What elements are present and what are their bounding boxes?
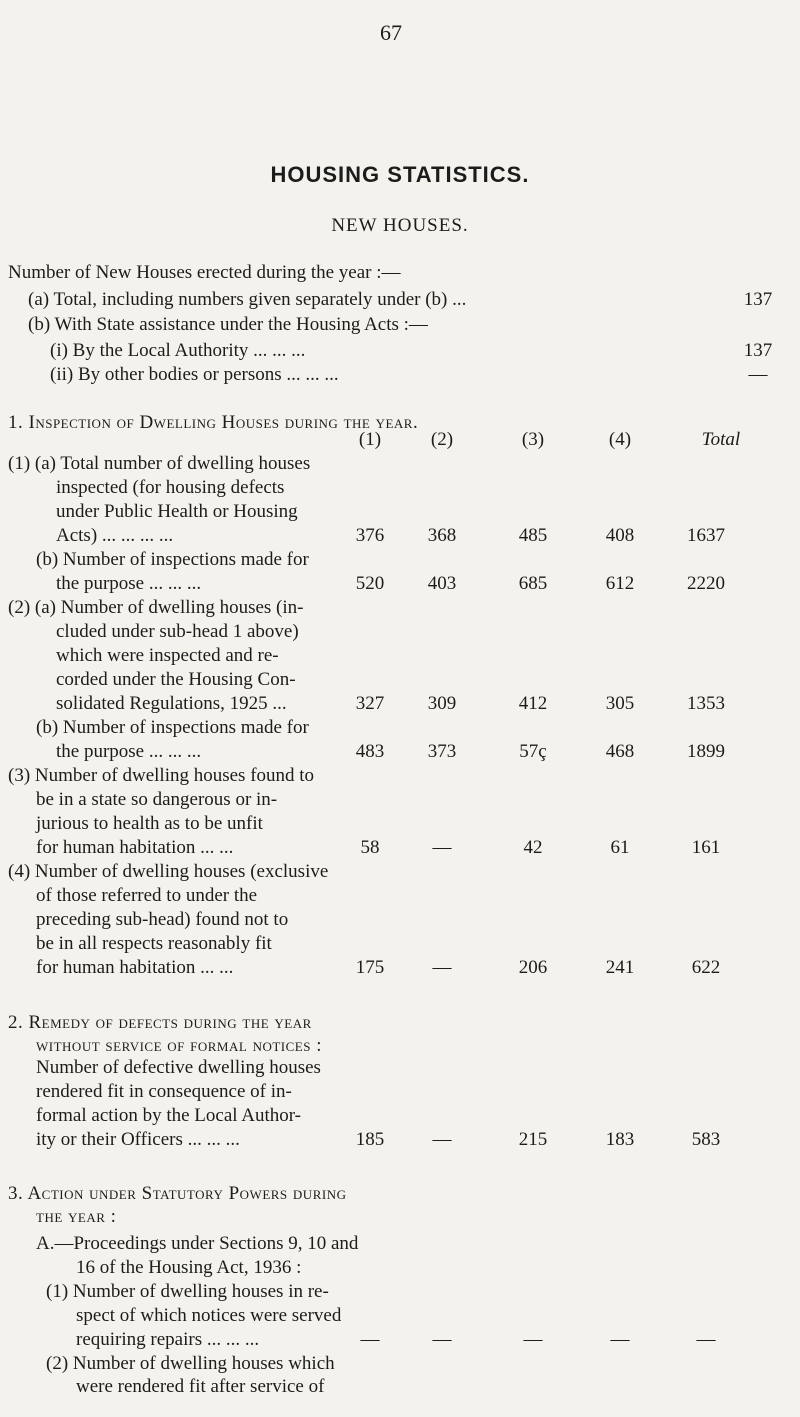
col-header-3: (3)	[521, 429, 545, 450]
section2-value: 215	[518, 1129, 548, 1150]
row3-line: for human habitation ... ...	[36, 837, 234, 858]
row2a-line: (2) (a) Number of dwelling houses (in-	[8, 597, 304, 618]
row1a-line: under Public Health or Housing	[56, 501, 298, 522]
row2a-line: cluded under sub-head 1 above)	[56, 621, 299, 642]
new-houses-value-a: 137	[743, 289, 773, 310]
row1a-line: (1) (a) Total number of dwelling houses	[8, 453, 311, 474]
row1b-total: 2220	[687, 573, 725, 594]
row2b-line: (b) Number of inspections made for	[36, 717, 309, 738]
s3-row1-total: —	[696, 1329, 716, 1350]
section2-line: rendered fit in consequence of in-	[36, 1081, 292, 1102]
section2-line: Number of defective dwelling houses	[36, 1057, 321, 1078]
row1a-value: 376	[355, 525, 385, 546]
row2a-value: 305	[605, 693, 635, 714]
row2b-value: 57ç	[519, 741, 547, 762]
row2a-value: 412	[518, 693, 548, 714]
new-houses-intro: Number of New Houses erected during the year :—	[8, 262, 401, 283]
row3-value: 42	[523, 837, 543, 858]
row2a-value: 327	[355, 693, 385, 714]
row3-line: be in a state so dangerous or in-	[36, 789, 278, 810]
row2b-total: 1899	[687, 741, 725, 762]
s3-row1-value: —	[610, 1329, 630, 1350]
section-subtitle: NEW HOUSES.	[331, 215, 469, 236]
section2-total: 583	[691, 1129, 721, 1150]
section3-heading: the year :	[36, 1206, 117, 1227]
s3-row2-line: were rendered fit after service of	[76, 1376, 325, 1397]
row1b-value: 685	[518, 573, 548, 594]
row4-line: for human habitation ... ...	[36, 957, 234, 978]
row4-line: of those referred to under the	[36, 885, 258, 906]
new-houses-item-b: (b) With State assistance under the Housing Acts :—	[28, 314, 428, 335]
s3-row1-value: —	[432, 1329, 452, 1350]
s3-row1-line: spect of which notices were served	[76, 1305, 342, 1326]
row4-line: be in all respects reasonably fit	[36, 933, 272, 954]
row1b-value: 520	[355, 573, 385, 594]
row3-value: —	[432, 837, 452, 858]
row3-total: 161	[691, 837, 721, 858]
col-header-total: Total	[701, 429, 741, 450]
row1a-line: Acts) ... ... ... ...	[56, 525, 174, 546]
col-header-2: (2)	[430, 429, 454, 450]
section2-heading: 2. Remedy of defects during the year	[8, 1012, 312, 1033]
s3-row1-value: —	[360, 1329, 380, 1350]
new-houses-item-a: (a) Total, including numbers given separately under (b) ...	[28, 289, 467, 310]
section3-heading: 3. Action under Statutory Powers during	[8, 1183, 347, 1204]
row2a-line: solidated Regulations, 1925 ...	[56, 693, 287, 714]
row4-line: preceding sub-head) found not to	[36, 909, 289, 930]
row1b-line: the purpose ... ... ...	[56, 573, 202, 594]
s3-row1-value: —	[523, 1329, 543, 1350]
section2-heading: without service of formal notices :	[36, 1035, 322, 1056]
row4-value: —	[432, 957, 452, 978]
new-houses-value-b-i: 137	[743, 340, 773, 361]
row1b-value: 403	[427, 573, 457, 594]
row2a-value: 309	[427, 693, 457, 714]
row2b-value: 483	[355, 741, 385, 762]
row2a-line: corded under the Housing Con-	[56, 669, 296, 690]
row2b-value: 373	[427, 741, 457, 762]
section3-subhead: 16 of the Housing Act, 1936 :	[76, 1257, 302, 1278]
new-houses-value-b-ii: —	[748, 364, 768, 385]
row4-value: 206	[518, 957, 548, 978]
row3-line: (3) Number of dwelling houses found to	[8, 765, 315, 786]
section2-line: formal action by the Local Author-	[36, 1105, 302, 1126]
section3-subhead: A.—Proceedings under Sections 9, 10 and	[36, 1233, 359, 1254]
section2-line: ity or their Officers ... ... ...	[36, 1129, 240, 1150]
row2a-total: 1353	[687, 693, 725, 714]
row4-total: 622	[691, 957, 721, 978]
row1b-line: (b) Number of inspections made for	[36, 549, 309, 570]
section2-value: 183	[605, 1129, 635, 1150]
page-title: HOUSING STATISTICS.	[270, 162, 530, 187]
section2-value: —	[432, 1129, 452, 1150]
section1-heading: 1. Inspection of Dwelling Houses during the year.	[8, 412, 419, 433]
row4-value: 241	[605, 957, 635, 978]
row4-value: 175	[355, 957, 385, 978]
section2-value: 185	[355, 1129, 385, 1150]
row1a-value: 485	[518, 525, 548, 546]
s3-row1-line: requiring repairs ... ... ...	[76, 1329, 260, 1350]
row2b-value: 468	[605, 741, 635, 762]
row1a-total: 1637	[687, 525, 725, 546]
row3-value: 61	[610, 837, 630, 858]
new-houses-item-b-i: (i) By the Local Authority ... ... ...	[50, 340, 306, 361]
row1a-value: 408	[605, 525, 635, 546]
col-header-1: (1)	[358, 429, 382, 450]
row1a-line: inspected (for housing defects	[56, 477, 285, 498]
row4-line: (4) Number of dwelling houses (exclusive	[8, 861, 329, 882]
row3-line: jurious to health as to be unfit	[36, 813, 263, 834]
row1b-value: 612	[605, 573, 635, 594]
s3-row2-line: (2) Number of dwelling houses which	[46, 1353, 335, 1374]
row1a-value: 368	[427, 525, 457, 546]
s3-row1-line: (1) Number of dwelling houses in re-	[46, 1281, 329, 1302]
row2a-line: which were inspected and re-	[56, 645, 279, 666]
col-header-4: (4)	[608, 429, 632, 450]
new-houses-item-b-ii: (ii) By other bodies or persons ... ... ...	[50, 364, 339, 385]
row2b-line: the purpose ... ... ...	[56, 741, 202, 762]
page-number: 67	[380, 20, 402, 45]
row3-value: 58	[360, 837, 380, 858]
